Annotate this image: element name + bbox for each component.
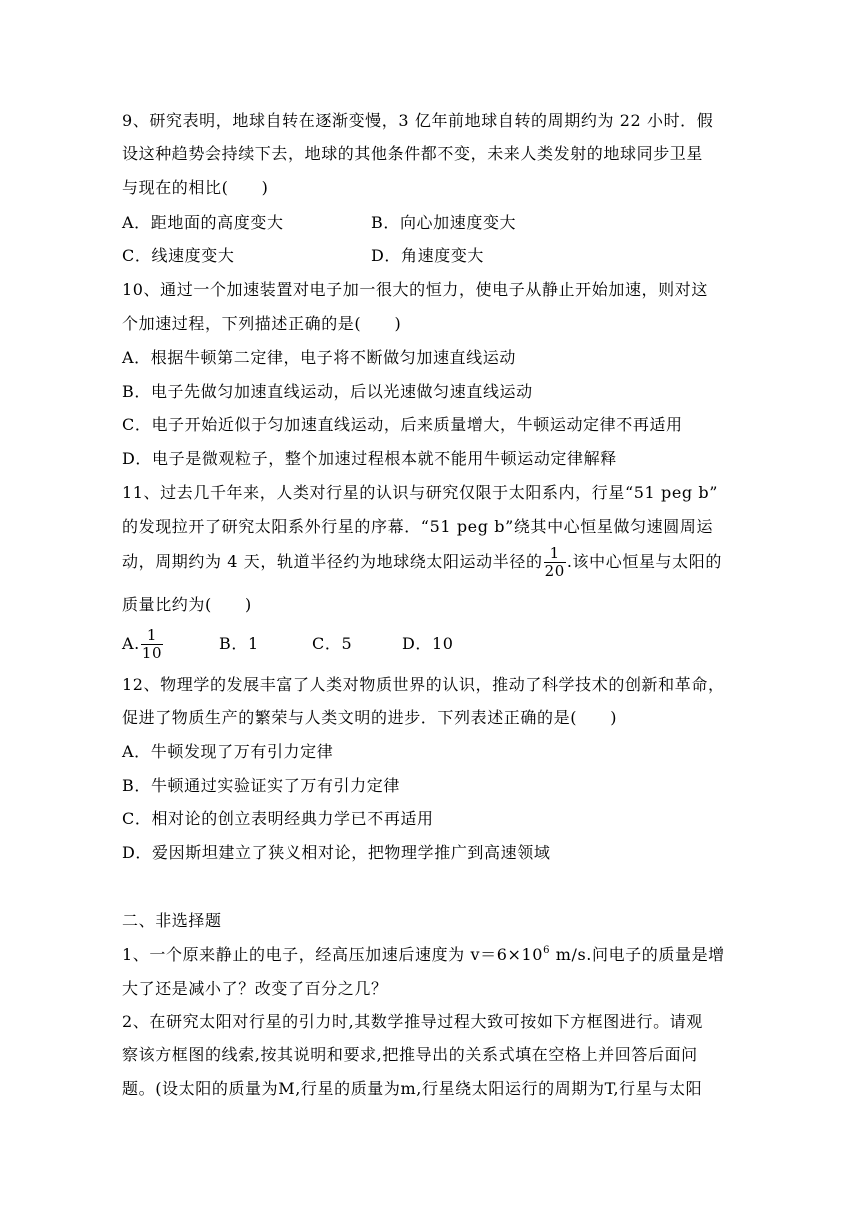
q12-option-c: C．相对论的创立表明经典力学已不再适用 [122,809,434,828]
q9-option-c: C．线速度变大 [122,246,235,265]
s2-problem-2-line-3: 题。(设太阳的质量为M,行星的质量为m,行星绕太阳运行的周期为T,行星与太阳 [122,1079,703,1098]
q11-stem-line-2: 的发现拉开了研究太阳系外行星的序幕．“51 peg b”绕其中心恒星做匀速圆周运 [122,517,714,536]
q11-option-a-prefix: A. [122,634,140,653]
s2-problem-2-line-1: 2、在研究太阳对行星的引力时,其数学推导过程大致可按如下方框图进行。请观 [122,1012,703,1031]
q11-option-d: D．10 [402,634,454,653]
q11-option-a [122,626,164,662]
q11-stem-line-4: 质量比约为( ) [122,595,252,614]
q10-option-a: A．根据牛顿第二定律，电子将不断做匀加速直线运动 [122,348,516,367]
q12-option-d: D．爱因斯坦建立了狭义相对论，把物理学推广到高速领域 [122,843,551,862]
q11-fraction-denominator: 20 [544,562,565,580]
s2-p1-exponent: 6 [543,945,551,956]
q11-fraction-numerator: 1 [544,545,566,563]
q10-option-b: B．电子先做匀加速直线运动，后以光速做匀速直线运动 [122,382,533,401]
q11-option-a-fraction [141,627,163,662]
q11-option-a-numerator: 1 [141,627,163,645]
q10-option-d: D．电子是微观粒子，整个加速过程根本就不能用牛顿运动定律解释 [122,449,617,468]
q11-option-c: C．5 [312,634,353,653]
q11-line-3-text-before: 动，周期约为 4 天，轨道半径约为地球绕太阳运动半径的 [122,552,543,571]
q12-option-a: A．牛顿发现了万有引力定律 [122,742,334,761]
s2-problem-1-line-2: 大了还是减小了？改变了百分之几？ [122,979,388,998]
q10-stem-line-1: 10、通过一个加速装置对电子加一很大的恒力，使电子从静止开始加速，则对这 [122,280,708,299]
q10-stem-line-2: 个加速过程，下列描述正确的是( ) [122,314,402,333]
q12-stem-line-2: 促进了物质生产的繁荣与人类文明的进步．下列表述正确的是( ) [122,708,618,727]
q12-stem-line-1: 12、物理学的发展丰富了人类对物质世界的认识，推动了科学技术的创新和革命， [122,675,725,694]
q9-stem-line-1: 9、研究表明，地球自转在逐渐变慢，3 亿年前地球自转的周期约为 22 小时．假 [122,111,714,130]
q9-option-b: B．向心加速度变大 [371,213,517,232]
q11-option-a-denominator: 10 [141,644,163,662]
section-2-heading: 二、非选择题 [122,911,222,930]
q9-stem-line-2: 设这种趋势会持续下去，地球的其他条件都不变，未来人类发射的地球同步卫星 [122,144,704,163]
q9-stem-line-3: 与现在的相比( ) [122,178,269,197]
q11-option-b: B．1 [219,634,259,653]
q9-option-a: A．距地面的高度变大 [122,213,284,232]
q11-fraction [544,545,566,580]
q11-stem-line-1: 11、过去几千年来，人类对行星的认识与研究仅限于太阳系内，行星“51 peg b” [122,483,719,502]
q10-option-c: C．电子开始近似于匀加速直线运动，后来质量增大，牛顿运动定律不再适用 [122,415,683,434]
q11-line-3-text-after: .该中心恒星与太阳的 [566,552,722,571]
s2-problem-1-line-1 [122,945,725,965]
s2-p1-text-before: 1、一个原来静止的电子，经高压加速后速度为 v＝6×10 [122,945,544,964]
s2-p1-text-after: m/s.问电子的质量是增 [550,945,725,964]
q9-option-d: D．角速度变大 [371,246,485,265]
q12-option-b: B．牛顿通过实验证实了万有引力定律 [122,776,400,795]
q11-stem-line-3 [122,544,722,580]
s2-problem-2-line-2: 察该方框图的线索,按其说明和要求,把推导出的关系式填在空格上并回答后面问 [122,1045,698,1064]
